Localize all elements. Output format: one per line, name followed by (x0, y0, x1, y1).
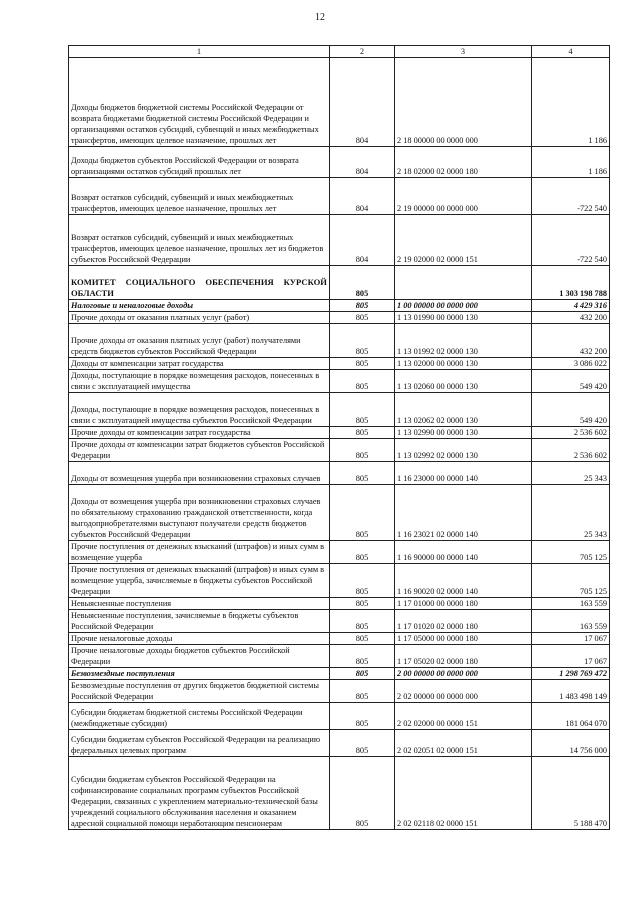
row-amount: 1 186 (532, 147, 610, 178)
row-admin-code: 805 (330, 633, 395, 645)
table-row (69, 462, 610, 485)
row-description: Прочие доходы от оказания платных услуг (работ) (69, 312, 330, 324)
row-admin-code: 805 (330, 370, 395, 393)
table-row (69, 757, 610, 830)
row-description: Прочие неналоговые доходы бюджетов субъектов Российской Федерации (69, 645, 330, 668)
row-admin-code: 805 (330, 598, 395, 610)
table-row (69, 439, 610, 462)
row-admin-code: 805 (330, 358, 395, 370)
column-number: 1 (69, 46, 330, 58)
row-admin-code: 804 (330, 58, 395, 147)
row-admin-code: 805 (330, 439, 395, 462)
row-classification-code: 1 13 01990 00 0000 130 (395, 312, 532, 324)
table-row (69, 312, 610, 324)
row-description: Субсидии бюджетам субъектов Российской Федерации на софинансирование социальных программ субъектов Российской Федерации, связанных с укреплением материально-технической базы учреждений социального обслуживания населения и оказанием адресной социальной помощи неработающим пенсионерам (69, 757, 330, 830)
row-description: Безвозмездные поступления (69, 668, 330, 680)
row-amount: 25 343 (532, 462, 610, 485)
row-classification-code: 2 02 02000 00 0000 151 (395, 703, 532, 730)
row-classification-code: 2 00 00000 00 0000 000 (395, 668, 532, 680)
row-description: Безвозмездные поступления от других бюджетов бюджетной системы Российской Федерации (69, 680, 330, 703)
row-classification-code: 1 13 02000 00 0000 130 (395, 358, 532, 370)
row-amount: 1 303 198 788 (532, 266, 610, 300)
row-admin-code: 805 (330, 427, 395, 439)
row-description: Налоговые и неналоговые доходы (69, 300, 330, 312)
row-admin-code: 805 (330, 703, 395, 730)
table-row (69, 427, 610, 439)
row-amount: 25 343 (532, 485, 610, 541)
row-amount: 5 188 470 (532, 757, 610, 830)
row-admin-code: 805 (330, 312, 395, 324)
table-row (69, 147, 610, 178)
table-row (69, 393, 610, 427)
row-admin-code: 804 (330, 147, 395, 178)
table-row (69, 178, 610, 215)
row-admin-code: 805 (330, 266, 395, 300)
row-admin-code: 804 (330, 215, 395, 266)
row-classification-code (395, 266, 532, 300)
row-description: Субсидии бюджетам субъектов Российской Федерации на реализацию федеральных целевых программ (69, 730, 330, 757)
row-amount: 705 125 (532, 564, 610, 598)
row-description: Возврат остатков субсидий, субвенций и иных межбюджетных трансфертов, имеющих целевое назначение, прошлых лет из бюджетов субъектов Российской Федерации (69, 215, 330, 266)
table-row (69, 680, 610, 703)
table-row (69, 358, 610, 370)
row-classification-code: 2 19 02000 02 0000 151 (395, 215, 532, 266)
row-classification-code: 1 16 90000 00 0000 140 (395, 541, 532, 564)
table-row (69, 541, 610, 564)
row-amount: 4 429 316 (532, 300, 610, 312)
column-number: 2 (330, 46, 395, 58)
row-amount: -722 540 (532, 215, 610, 266)
table-row (69, 58, 610, 147)
row-classification-code: 2 02 02118 02 0000 151 (395, 757, 532, 830)
row-classification-code: 2 18 00000 00 0000 000 (395, 58, 532, 147)
row-amount: 181 064 070 (532, 703, 610, 730)
row-admin-code: 805 (330, 680, 395, 703)
row-admin-code: 805 (330, 462, 395, 485)
row-amount: 549 420 (532, 370, 610, 393)
row-description: Невыясненные поступления, зачисляемые в бюджеты субъектов Российской Федерации (69, 610, 330, 633)
row-description: Прочие поступления от денежных взысканий (штрафов) и иных сумм в возмещение ущерба, зачисляемые в бюджеты субъектов Российской Федерации (69, 564, 330, 598)
column-number-row (69, 46, 610, 58)
row-amount: 3 086 022 (532, 358, 610, 370)
row-description: Доходы, поступающие в порядке возмещения расходов, понесенных в связи с эксплуатацией имущества (69, 370, 330, 393)
row-classification-code: 2 02 02051 02 0000 151 (395, 730, 532, 757)
row-admin-code: 805 (330, 757, 395, 830)
table-row (69, 610, 610, 633)
row-admin-code: 805 (330, 300, 395, 312)
row-description: Невыясненные поступления (69, 598, 330, 610)
row-admin-code: 805 (330, 668, 395, 680)
row-admin-code: 805 (330, 485, 395, 541)
row-classification-code: 2 02 00000 00 0000 000 (395, 680, 532, 703)
table-row (69, 598, 610, 610)
page-number: 12 (315, 12, 325, 23)
row-description: Доходы, поступающие в порядке возмещения расходов, понесенных в связи с эксплуатацией имущества субъектов Российской Федерации (69, 393, 330, 427)
row-classification-code: 1 17 05000 00 0000 180 (395, 633, 532, 645)
row-classification-code: 1 13 02990 00 0000 130 (395, 427, 532, 439)
row-classification-code: 2 18 02000 02 0000 180 (395, 147, 532, 178)
row-amount: 2 536 602 (532, 427, 610, 439)
column-number: 3 (395, 46, 532, 58)
row-description: Доходы бюджетов бюджетной системы Российской Федерации от возврата бюджетами бюджетной системы Российской Федерации и организациями остатков субсидий, субвенций и иных межбюджетных трансфертов, имеющих целевое назначение, прошлых лет (69, 58, 330, 147)
row-amount: 1 186 (532, 58, 610, 147)
row-admin-code: 805 (330, 645, 395, 668)
row-description: КОМИТЕТ СОЦИАЛЬНОГО ОБЕСПЕЧЕНИЯ КУРСКОЙ ОБЛАСТИ (69, 266, 330, 300)
row-admin-code: 805 (330, 730, 395, 757)
row-amount: 1 298 769 472 (532, 668, 610, 680)
table-row (69, 633, 610, 645)
row-classification-code: 1 17 05020 02 0000 180 (395, 645, 532, 668)
row-amount: 2 536 602 (532, 439, 610, 462)
row-admin-code: 805 (330, 393, 395, 427)
table-row (69, 564, 610, 598)
table-row (69, 730, 610, 757)
row-classification-code: 1 13 02060 00 0000 130 (395, 370, 532, 393)
table-row (69, 703, 610, 730)
committee-header-row (69, 266, 610, 300)
row-classification-code: 1 17 01000 00 0000 180 (395, 598, 532, 610)
row-description: Прочие доходы от компенсации затрат бюджетов субъектов Российской Федерации (69, 439, 330, 462)
row-classification-code: 1 16 23021 02 0000 140 (395, 485, 532, 541)
row-amount: 432 200 (532, 324, 610, 358)
row-classification-code: 1 13 02062 02 0000 130 (395, 393, 532, 427)
row-classification-code: 1 16 23000 00 0000 140 (395, 462, 532, 485)
row-amount: 14 756 000 (532, 730, 610, 757)
row-amount: 432 200 (532, 312, 610, 324)
budget-table (68, 45, 610, 830)
row-admin-code: 805 (330, 564, 395, 598)
column-number: 4 (532, 46, 610, 58)
row-amount: 163 559 (532, 598, 610, 610)
table-row (69, 215, 610, 266)
row-classification-code: 2 19 00000 00 0000 000 (395, 178, 532, 215)
row-amount: 549 420 (532, 393, 610, 427)
table-row (69, 668, 610, 680)
table-row (69, 645, 610, 668)
table-row (69, 324, 610, 358)
row-description: Доходы от компенсации затрат государства (69, 358, 330, 370)
row-classification-code: 1 16 90020 02 0000 140 (395, 564, 532, 598)
row-amount: 705 125 (532, 541, 610, 564)
row-admin-code: 804 (330, 178, 395, 215)
row-amount: 17 067 (532, 633, 610, 645)
row-amount: 1 483 498 149 (532, 680, 610, 703)
table-row (69, 370, 610, 393)
row-classification-code: 1 17 01020 02 0000 180 (395, 610, 532, 633)
row-description: Доходы бюджетов субъектов Российской Федерации от возврата организациями остатков субсидий прошлых лет (69, 147, 330, 178)
row-amount: 17 067 (532, 645, 610, 668)
row-description: Субсидии бюджетам бюджетной системы Российской Федерации (межбюджетные субсидии) (69, 703, 330, 730)
row-description: Прочие доходы от оказания платных услуг (работ) получателями средств бюджетов субъектов Российской Федерации (69, 324, 330, 358)
row-admin-code: 805 (330, 610, 395, 633)
row-admin-code: 805 (330, 541, 395, 564)
row-classification-code: 1 13 01992 02 0000 130 (395, 324, 532, 358)
table-row (69, 300, 610, 312)
row-description: Доходы от возмещения ущерба при возникновении страховых случаев по обязательному страхованию гражданской ответственности, когда выгодоприобретателями выступают получатели средств бюджетов субъектов Российской Федерации (69, 485, 330, 541)
row-classification-code: 1 13 02992 02 0000 130 (395, 439, 532, 462)
row-admin-code: 805 (330, 324, 395, 358)
row-description: Прочие доходы от компенсации затрат государства (69, 427, 330, 439)
row-classification-code: 1 00 00000 00 0000 000 (395, 300, 532, 312)
row-description: Прочие неналоговые доходы (69, 633, 330, 645)
table-row (69, 485, 610, 541)
row-description: Доходы от возмещения ущерба при возникновении страховых случаев (69, 462, 330, 485)
row-amount: -722 540 (532, 178, 610, 215)
row-amount: 163 559 (532, 610, 610, 633)
budget-table-body (69, 46, 610, 830)
row-description: Возврат остатков субсидий, субвенций и иных межбюджетных трансфертов, имеющих целевое назначение, прошлых лет (69, 178, 330, 215)
row-description: Прочие поступления от денежных взысканий (штрафов) и иных сумм в возмещение ущерба (69, 541, 330, 564)
